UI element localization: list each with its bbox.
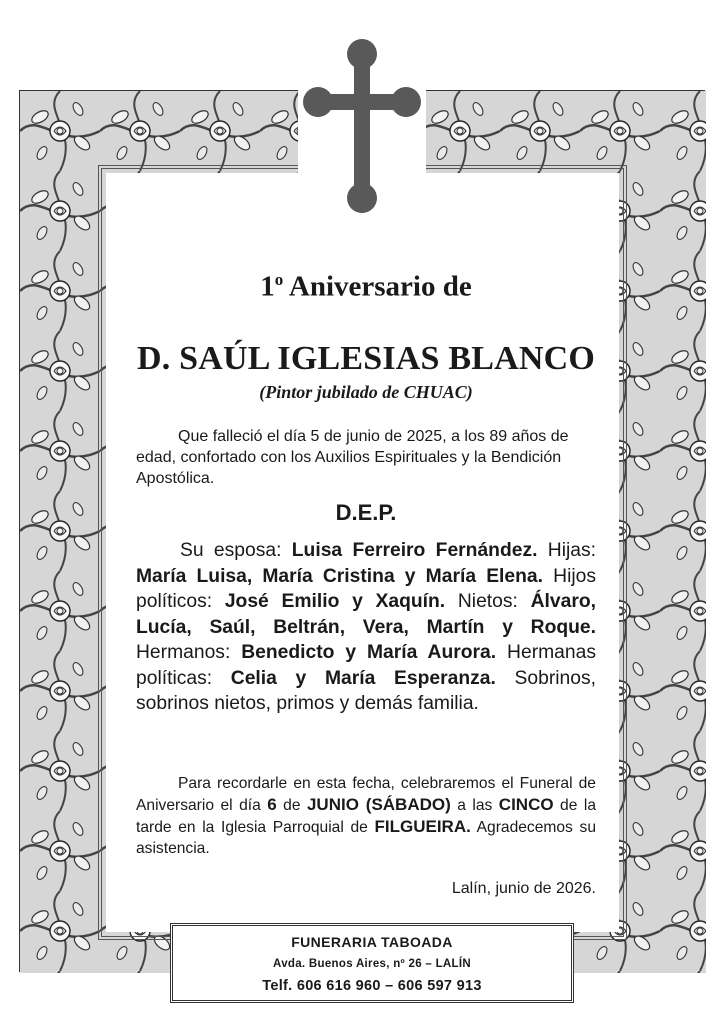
death-details-text: Que falleció el día 5 de junio de 2025, a los 89 años de edad, confortado con los Auxilios Espirituales y la Bendición Apostólica.	[136, 428, 569, 487]
children-names: María Luisa, María Cristina y María Elena.	[136, 565, 543, 587]
spouse-name: Luisa Ferreiro Fernández.	[291, 540, 538, 561]
deceased-name: D. SAÚL IGLESIAS BLANCO	[136, 340, 596, 377]
anniversary-heading	[136, 270, 596, 304]
funeral-home-phones: Telf. 606 616 960 – 606 597 913	[262, 978, 482, 994]
dep-heading: D.E.P.	[335, 500, 397, 525]
siblings-names: Benedicto y María Aurora.	[241, 642, 497, 663]
funeral-day: 6	[267, 795, 277, 814]
funeral-home-name: FUNERARIA TABOADA	[291, 934, 453, 950]
other-relatives: Sobrinos, sobrinos nietos, primos y demás familia.	[136, 667, 596, 714]
death-details	[136, 426, 596, 489]
funeral-paragraph: Para recordarle en esta fecha, celebraremos el Funeral de Aniversario el día 6 de JUNIO (SÁBADO) a las CINCO de la tarde en la Iglesia Parroquial de FILGUEIRA. Agradecemos su asistencia.	[136, 775, 596, 857]
funeral-place: FILGUEIRA.	[374, 817, 471, 836]
thanks-text: Agradecemos su asistencia.	[136, 819, 596, 857]
inlaws-names: José Emilio y Xaquín.	[224, 591, 446, 612]
deceased-profession: (Pintor jubilado de CHUAC)	[259, 382, 473, 402]
cross-area	[298, 38, 426, 218]
place-date: Lalín, junio de 2026.	[451, 880, 596, 897]
funeral-time: CINCO	[498, 795, 554, 814]
anniversary-number: 1	[260, 270, 275, 303]
anniversary-ordinal: o	[274, 270, 284, 289]
sisters-inlaw-names: Celia y María Esperanza.	[230, 667, 496, 689]
anniversary-text: Aniversario de	[283, 270, 472, 303]
funeral-home-address: Avda. Buenos Aires, nº 26 – LALÍN	[273, 958, 471, 970]
funeral-home-box	[170, 923, 574, 1003]
funeral-date: JUNIO (SÁBADO)	[306, 795, 451, 814]
family-paragraph: Su esposa: Luisa Ferreiro Fernández. Hijas: María Luisa, María Cristina y María Elena. Hijos políticos: José Emilio y Xaquín. Nietos: Álvaro, Lucía, Saúl, Beltrán, Vera, Martín y Roque. Hermanos: Benedicto y María Aurora. Hermanas políticas: Celia y María Esperanza. Sobrinos, sobrinos nietos, primos y demás familia.	[136, 540, 596, 714]
grandchildren-names: Álvaro, Lucía, Saúl, Beltrán, Vera, Martín y Roque.	[136, 591, 596, 638]
cross-icon	[298, 38, 426, 218]
